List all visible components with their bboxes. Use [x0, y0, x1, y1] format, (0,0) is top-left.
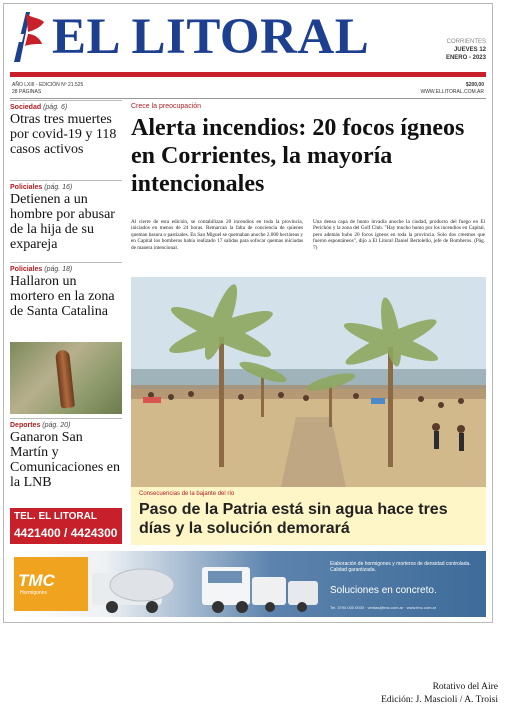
mortar-photo[interactable]	[10, 342, 122, 414]
phone-numbers: 4421400 / 4424300	[14, 526, 118, 540]
credits	[381, 681, 498, 707]
main-kicker: Crece la preocupación	[131, 103, 202, 110]
advertisement-banner[interactable]	[10, 551, 486, 617]
flag-logo-icon	[10, 8, 46, 66]
edition-number: AÑO LXIII - EDICIÓN Nº 21.525	[12, 82, 84, 88]
edition-info-bar	[10, 80, 486, 99]
main-body-left: Al cierre de esta edición, se contabilizan 20 incendios en toda la provincia, iniciados en menos de 24 horas. Remarcan la falta de conciencia de quienes queman basura o pastizales. En San Miguel se quemaban anoche 2.000 hectáreas y en Capital los bomberos había realizado 17 salidas para sofocar quemas iniciadas de manera intencional.	[131, 219, 303, 251]
newspaper-front-page	[3, 3, 493, 623]
brief-kicker: Deportes (pág. 20)	[10, 422, 71, 429]
phone-box[interactable]	[10, 508, 122, 544]
brief-item[interactable]	[10, 418, 122, 490]
masthead-title[interactable]: EL LITORAL	[52, 9, 370, 65]
brief-kicker: Policiales (pág. 18)	[10, 266, 73, 273]
second-story[interactable]	[131, 487, 486, 545]
mortar-shell-image	[55, 349, 75, 408]
brief-kicker: Policiales (pág. 16)	[10, 184, 73, 191]
ad-brand-logo: TMC	[18, 571, 55, 590]
edition-month-year: ENERO - 2023	[445, 55, 486, 61]
phone-label: TEL. EL LITORAL	[14, 511, 97, 522]
brief-item[interactable]	[10, 180, 122, 252]
beach-scene-image	[131, 277, 486, 487]
main-body-right: Una densa capa de humo invadía anoche la ciudad, producto del fuego en El Perichón y la zona del Golf Club. "Hay mucho humo por los incendios en Capital, pero además hubo 20 focos ígneos en toda la provincia. Solo dos creemos que fueron espontáneos", dijo a El Litoral Daniel Bertolello, jefe de Bomberos. (Pág. 7)	[313, 219, 485, 251]
edition-weekday: JUEVES 12	[453, 47, 486, 53]
brief-headline[interactable]: Otras tres muertes por covid-19 y 118 casos activos	[10, 112, 117, 157]
edition-date	[446, 38, 486, 62]
second-kicker: Consecuencias de la bajante del río	[139, 491, 235, 497]
beach-photo[interactable]	[131, 277, 486, 487]
ad-tagline: Soluciones en concreto.	[330, 585, 437, 596]
phone-brand: EL LITORAL	[38, 511, 97, 522]
cover-price: $200,00	[465, 82, 484, 88]
brief-item[interactable]	[10, 100, 122, 157]
ad-description: Elaboración de hormigones y morteros de densidad controlada. Calidad garantizada.	[330, 561, 471, 573]
masthead-divider	[10, 72, 486, 77]
main-headline[interactable]: Alerta incendios: 20 focos ígneos en Corrientes, la mayoría intencionales	[131, 115, 465, 197]
brief-headline[interactable]: Hallaron un mortero en la zona de Santa Catalina	[10, 274, 115, 319]
credits-program: Rotativo del Aire	[432, 682, 498, 692]
second-headline[interactable]: Paso de la Patria está sin agua hace tres días y la solución demorará	[139, 501, 448, 537]
website-link[interactable]: WWW.ELLITORAL.COM.AR	[420, 89, 484, 95]
brief-headline[interactable]: Detienen a un hombre por abusar de la hija de su expareja	[10, 192, 115, 252]
concrete-trucks-image	[92, 555, 322, 615]
brief-item[interactable]	[10, 262, 122, 319]
credits-editors: Edición: J. Mascioli / A. Troisi	[381, 695, 498, 705]
masthead	[4, 4, 492, 72]
page-count: 28 PÁGINAS	[12, 89, 42, 95]
ad-brand-sub: Hormigones	[20, 590, 47, 596]
brief-kicker: Sociedad (pág. 6)	[10, 104, 68, 111]
ad-contact: Tel. 3794 000 0000 · ventas@tmc.com.ar · www.tmc.com.ar	[330, 605, 437, 610]
edition-city: CORRIENTES	[446, 39, 486, 45]
brief-headline[interactable]: Ganaron San Martín y Comunicaciones en la LNB	[10, 430, 121, 490]
